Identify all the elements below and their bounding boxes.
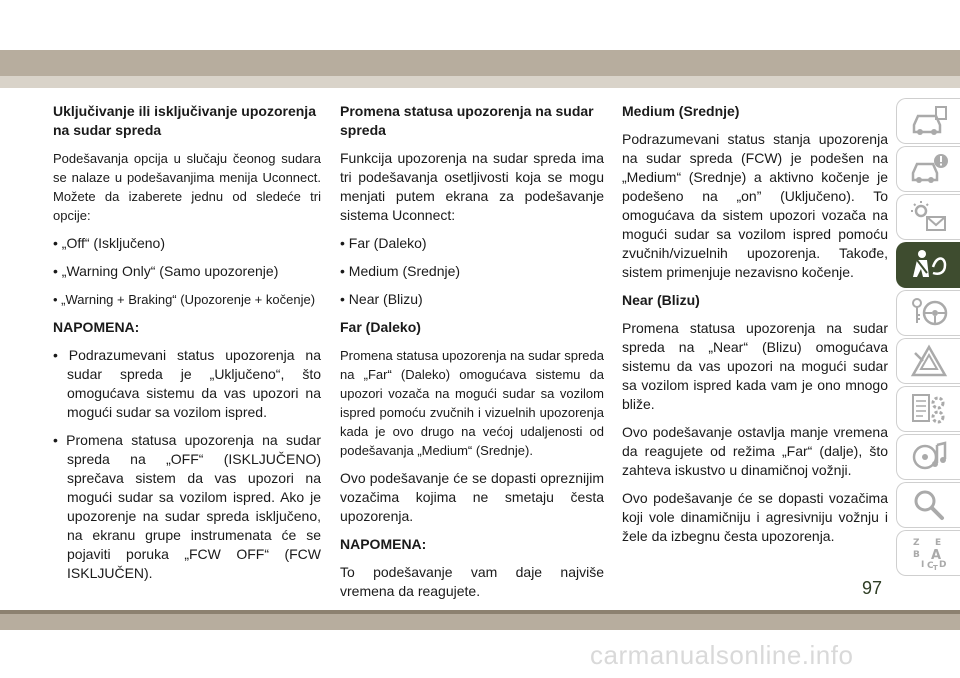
column-right [622,102,888,555]
svg-text:A: A [930,548,941,563]
svg-text:E: E [934,538,941,548]
paragraph: Ovo podešavanje će se dopasti opreznijim vozačima kojima ne smetaju česta upozorenja. [340,470,604,524]
tab-maintenance[interactable] [896,386,960,432]
hazard-tools-icon [909,343,949,379]
paragraph: Ovo podešavanje će se dopasti vozačima koji vole dinamičniju i agresivniju vožnju i žele da izbegnu česta upozorenja. [622,490,888,544]
index-letters-icon [909,535,949,571]
page-number: 97 [862,578,883,598]
seatbelt-airbag-icon [909,247,949,283]
svg-text:B: B [912,550,920,560]
svg-text:D: D [938,560,946,570]
tab-car-info[interactable] [896,98,960,144]
svg-text:T: T [932,564,938,571]
svg-text:C: C [926,561,934,571]
section-heading: Uključivanje ili isključivanje upozorenja na sudar spreda [53,103,316,138]
paragraph: Promena statusa upozorenja na sudar spreda na „Near“ (Blizu) omogućava sistemu da vas upozori na mogući sudar sa vozilom ispred kada vam je ono mnogo bliže. [622,320,888,412]
svg-text:I: I [920,560,924,570]
tab-index[interactable] [896,530,960,576]
tab-emergency[interactable] [896,338,960,384]
note-label: NAPOMENA: [340,536,427,552]
car-warning-icon [909,151,949,187]
note-item: • Promena statusa upozorenja na sudar spreda na „OFF“ (ISKLJUČENO) sprečava sistem da vas upozori na mogući sudar sa vozilom ispred. Ako je upozorenje na sudar spreda isključeno, na ekranu grupe instrumenata će se pojaviti poruka „FCW OFF“ (FCW ISKLJUČEN). [53,432,321,581]
lights-message-icon [909,199,949,235]
subsection-heading: Near (Blizu) [622,292,700,308]
option-item: • Far (Daleko) [340,235,427,251]
header-subband [0,76,960,88]
search-icon [909,487,949,523]
tab-safety[interactable] [896,242,960,288]
subsection-heading: Medium (Srednje) [622,103,740,119]
paragraph: Podrazumevani status stanja upozorenja na sudar spreda (FCW) je podešen na „Medium“ (Srednje) a aktivno kočenje je podešeno na „on” (Uključeno). To omogućava da sistem upozori vozača na mogući sudar sa vozilom ispred pomoću zvučnih/vizuelnih upozorenja. Takođe, sistem primenjuje nezavisno kočenje. [622,131,888,280]
tab-search[interactable] [896,482,960,528]
subsection-heading: Far (Daleko) [340,319,421,335]
paragraph: Ovo podešavanje ostavlja manje vremena da reagujete od režima „Far“ (dalje), što zahteva iskustvo u dinamičnoj vožnji. [622,424,888,478]
column-left [53,102,321,592]
option-item: • Medium (Srednje) [340,263,461,279]
header-band [0,50,960,76]
option-item: • „Warning Only“ (Samo upozorenje) [53,263,279,279]
note-item: • Podrazumevani status upozorenja na sudar spreda je „Uključeno“, što omogućava sistemu da vas upozori na mogući sudar sa vozilom ispred. [53,347,321,420]
intro-paragraph: Podešavanja opcija u slučaju čeonog sudara se nalaze u podešavanjima menija Uconnect. Možete da izaberete jednu od sledeće tri opcije: [53,151,321,223]
paragraph: Promena statusa upozorenja na sudar spreda na „Far“ (Daleko) omogućava sistemu da upozori vozača na mogući sudar sa vozilom ispred pomoću zvučnih i vizuelnih upozorenja kada je ovo drugo na većoj udaljenosti od podešavanja „Medium“ (Srednje). [340,348,604,458]
option-item: • „Warning + Braking“ (Upozorenje + kočenje) [53,292,316,307]
footer-band [0,614,960,630]
section-heading: Promena statusa upozorenja na sudar spreda [340,103,594,138]
tab-lights-message[interactable] [896,194,960,240]
car-info-icon [909,103,949,139]
tab-car-warning[interactable] [896,146,960,192]
multimedia-icon [909,439,949,475]
column-middle [340,102,604,610]
key-steering-icon [909,295,949,331]
option-item: • „Off“ (Isključeno) [53,235,165,251]
option-item: • Near (Blizu) [340,291,423,307]
note-label: NAPOMENA: [53,319,140,335]
watermark: carmanualsonline.info [590,640,854,670]
tab-start-drive[interactable] [896,290,960,336]
intro-paragraph: Funkcija upozorenja na sudar spreda ima tri podešavanja osetljivosti koja se mogu menjati putem ekrana za podešavanje sistema Uconnect: [340,150,604,223]
svg-text:Z: Z [912,538,920,548]
note-text: To podešavanje vam daje najviše vremena da reagujete. [340,564,604,599]
tab-multimedia[interactable] [896,434,960,480]
maintenance-gears-icon [909,391,949,427]
